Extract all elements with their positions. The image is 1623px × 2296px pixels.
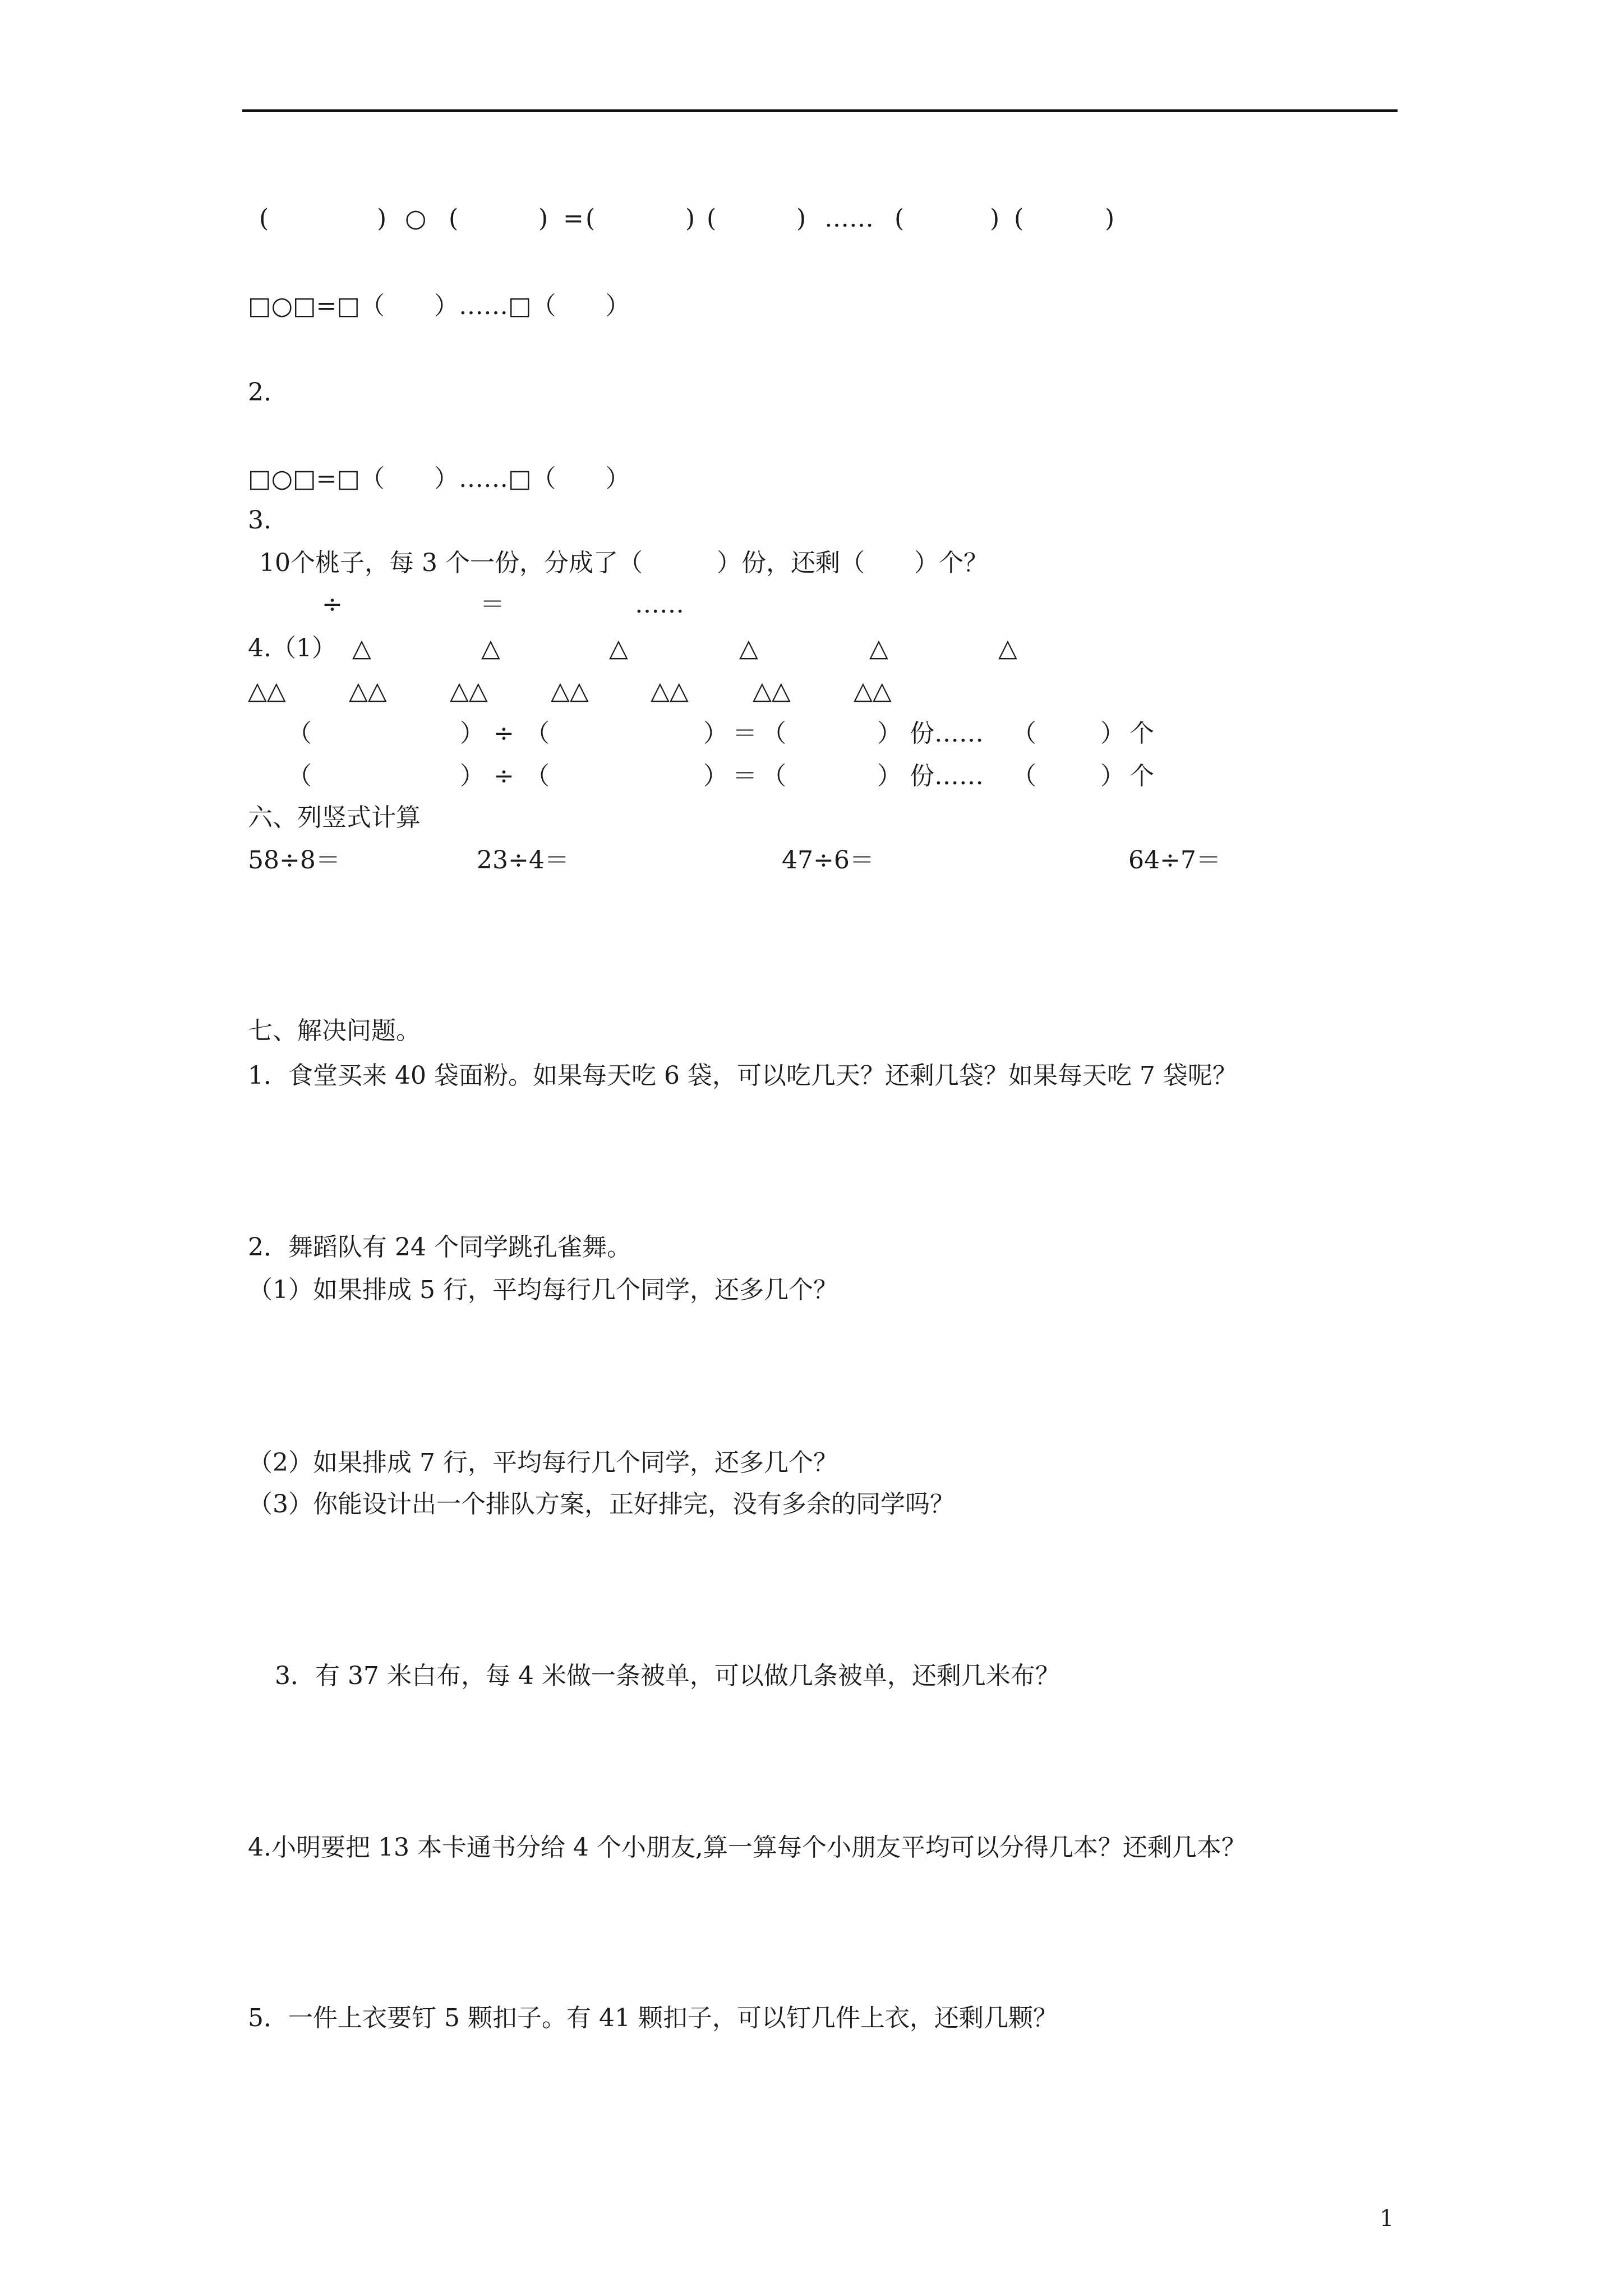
- blank-open: （: [287, 762, 312, 790]
- triangle-shape: △: [998, 634, 1017, 662]
- blank-open: (: [1014, 204, 1024, 233]
- sub-question: （3）你能设计出一个排队方案，正好排完，没有多余的同学吗？: [248, 1490, 955, 1519]
- division-formula: □○□=□（ ）……□（ ）: [248, 464, 630, 493]
- triangle-pair: △△: [450, 677, 488, 705]
- blank-close: ）: [703, 762, 728, 790]
- blank-open: （: [1012, 762, 1036, 790]
- division-formula: □○□=□（ ）……□（ ）: [248, 292, 630, 320]
- blank-close: ）: [877, 762, 902, 790]
- ellipsis: ……: [824, 204, 874, 233]
- question-label: 4.（1）: [248, 634, 336, 662]
- blank-close: ): [538, 204, 548, 233]
- triangle-shape: △: [609, 634, 628, 662]
- blank-close: ）: [1100, 719, 1125, 748]
- word-problem: 4.小明要把 13 本卡通书分给 4 个小朋友,算一算每个小朋友平均可以分得几本？还剩几本？: [248, 1833, 1246, 1862]
- section-title: 六、列竖式计算: [248, 803, 421, 832]
- unit-ge: 个: [1129, 762, 1154, 790]
- blank-open: （: [1012, 719, 1036, 748]
- blank-close: ): [377, 204, 387, 233]
- triangle-pair: △△: [248, 677, 286, 705]
- blank-open: (: [449, 204, 459, 233]
- triangle-shape: △: [481, 634, 500, 662]
- blank-open: (: [707, 204, 717, 233]
- blank-open: (: [259, 204, 269, 233]
- blank-open: (: [585, 204, 596, 233]
- divide-sign: ÷: [322, 590, 343, 619]
- page-number: 1: [1380, 2206, 1394, 2231]
- word-problem: 1．食堂买来 40 袋面粉。如果每天吃 6 袋，可以吃几天？还剩几袋？如果每天吃 7 袋呢？: [248, 1061, 1237, 1090]
- blank-open: （: [762, 719, 786, 748]
- blank-open: （: [287, 719, 312, 748]
- triangle-shape: △: [869, 634, 888, 662]
- triangle-pair: △△: [854, 677, 892, 705]
- blank-close: ): [1105, 204, 1115, 233]
- blank-close: ）: [460, 762, 485, 790]
- blank-open: (: [895, 204, 905, 233]
- divide-sign: ÷: [494, 719, 514, 748]
- blank-close: ）: [460, 719, 485, 748]
- divide-sign: ÷: [494, 762, 514, 790]
- unit-fen: 份……: [910, 719, 984, 748]
- triangle-pair: △△: [349, 677, 387, 705]
- triangle-pair: △△: [551, 677, 589, 705]
- triangle-shape: △: [352, 634, 371, 662]
- triangle-pair: △△: [753, 677, 791, 705]
- triangle-pair: △△: [651, 677, 689, 705]
- vertical-calc-problem: 23÷4＝: [477, 846, 569, 875]
- sub-question: （1）如果排成 5 行，平均每行几个同学，还多几个？: [248, 1276, 838, 1304]
- ellipsis: ……: [635, 590, 684, 619]
- blank-open: （: [525, 762, 550, 790]
- vertical-calc-problem: 64÷7＝: [1128, 846, 1221, 875]
- blank-close: ): [796, 204, 806, 233]
- word-problem: 2．舞蹈队有 24 个同学跳孔雀舞。: [248, 1233, 631, 1262]
- blank-close: ): [685, 204, 695, 233]
- question-label: 3.: [248, 506, 271, 535]
- blank-open: （: [762, 762, 786, 790]
- equals: ＝: [732, 719, 757, 748]
- unit-fen: 份……: [910, 762, 984, 790]
- blank-close: ): [990, 204, 1000, 233]
- equals: ＝: [732, 762, 757, 790]
- equals: =: [563, 204, 584, 233]
- vertical-calc-problem: 47÷6＝: [782, 846, 874, 875]
- blank-close: ）: [703, 719, 728, 748]
- q3-text: 10个桃子，每 3 个一份，分成了（ ）份，还剩（ ）个？: [259, 549, 988, 577]
- word-problem: 5．一件上衣要钉 5 颗扣子。有 41 颗扣子，可以钉几件上衣，还剩几颗？: [248, 2004, 1058, 2032]
- operator-circle: ○: [405, 204, 427, 233]
- vertical-calc-problem: 58÷8＝: [248, 846, 340, 875]
- question-label: 2.: [248, 378, 271, 407]
- equals: ＝: [480, 590, 505, 619]
- sub-question: （2）如果排成 7 行，平均每行几个同学，还多几个？: [248, 1448, 838, 1477]
- blank-close: ）: [877, 719, 902, 748]
- blank-close: ）: [1100, 762, 1125, 790]
- triangle-shape: △: [739, 634, 758, 662]
- unit-ge: 个: [1129, 719, 1154, 748]
- blank-open: （: [525, 719, 550, 748]
- section-title: 七、解决问题。: [248, 1016, 421, 1045]
- word-problem: 3．有 37 米白布，每 4 米做一条被单，可以做几条被单，还剩几米布？: [275, 1662, 1060, 1690]
- header-rule: [242, 109, 1398, 112]
